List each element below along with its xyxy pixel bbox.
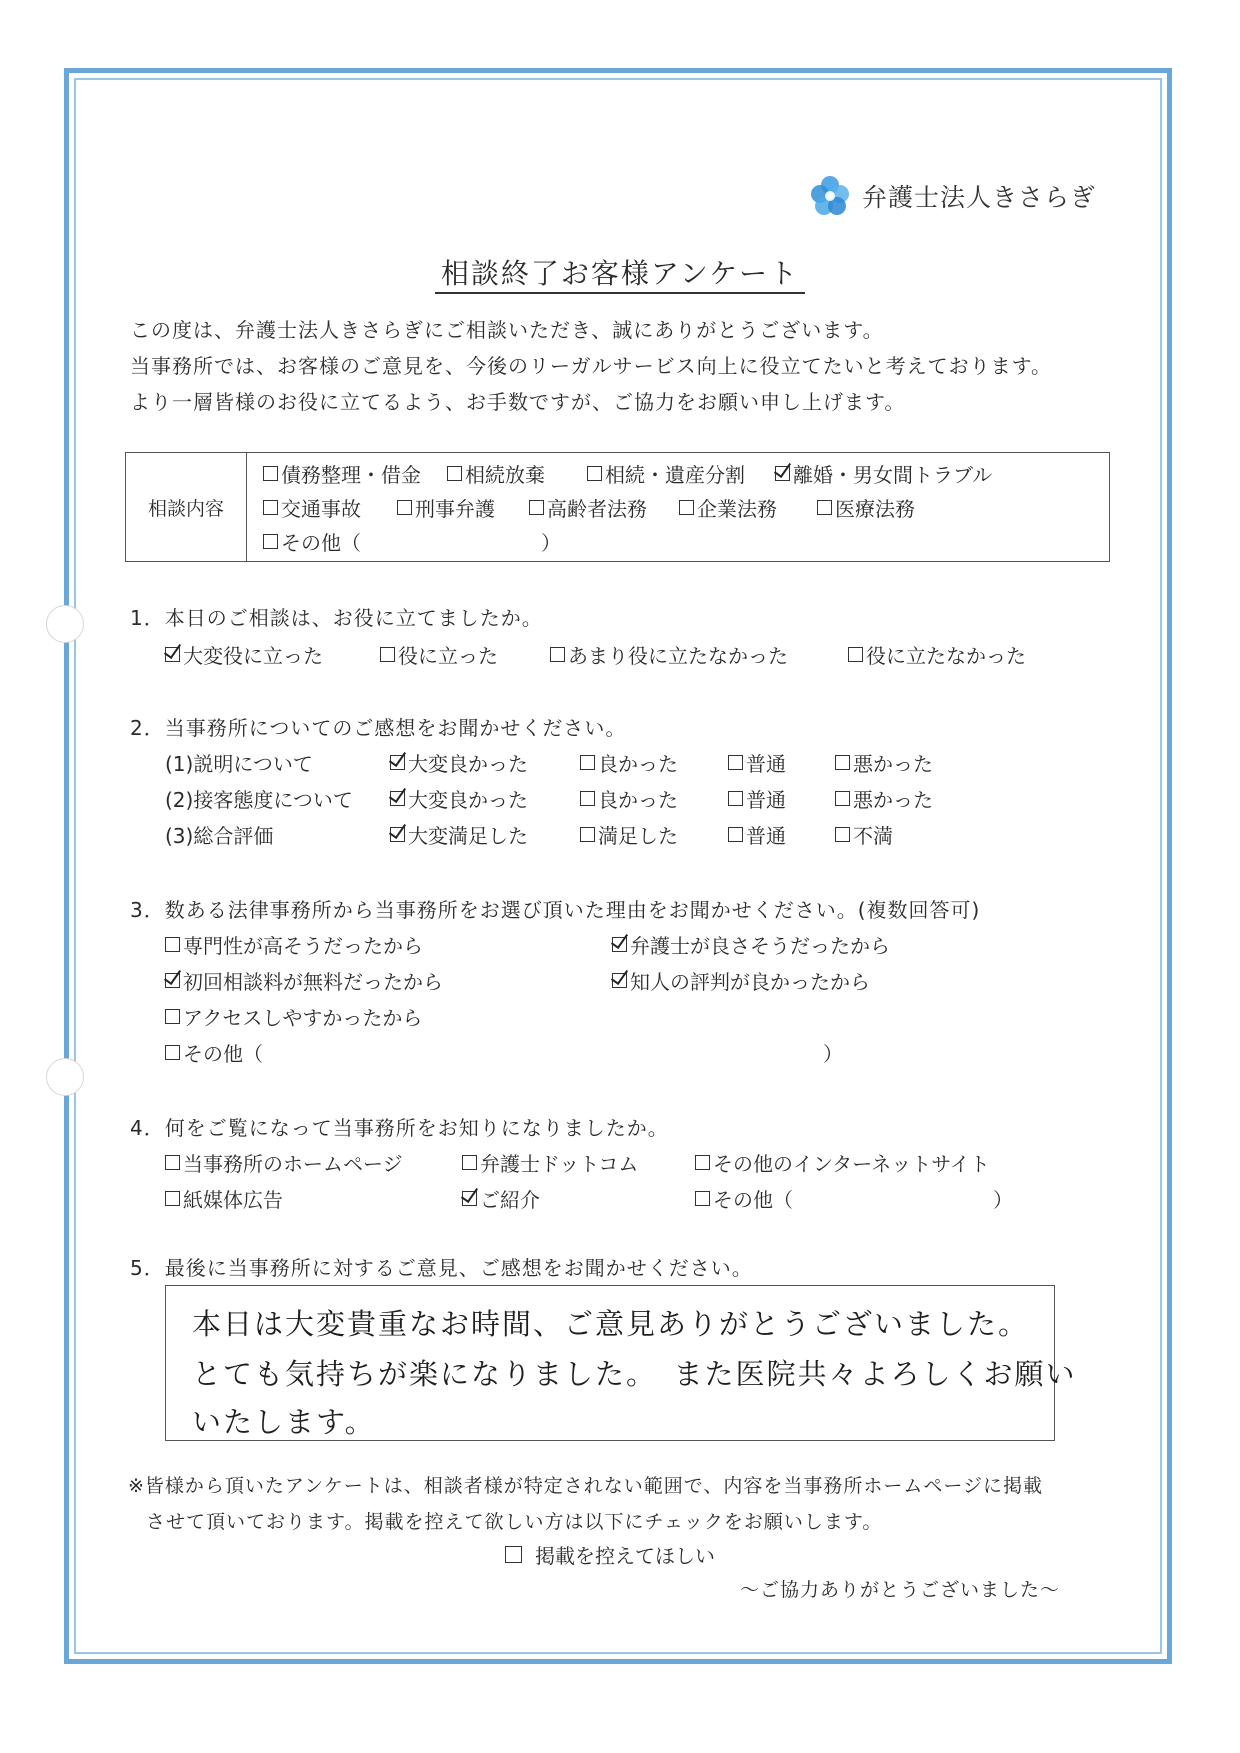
consult-option[interactable]: 刑事弁護 (397, 493, 495, 522)
q3-option[interactable]: 弁護士が良さそうだったから (612, 930, 890, 959)
consult-option[interactable]: 相続・遺産分割 (587, 459, 745, 488)
punch-hole-bottom (46, 1058, 84, 1096)
checkbox[interactable] (397, 500, 412, 515)
q2-option[interactable]: 良かった (580, 748, 678, 777)
consult-option[interactable]: 債務整理・借金 (263, 459, 421, 488)
q1-option[interactable]: 役に立った (380, 640, 498, 669)
q2-option[interactable]: 悪かった (835, 784, 933, 813)
q3-option[interactable]: 知人の評判が良かったから (612, 966, 870, 995)
checkbox[interactable] (728, 755, 743, 770)
q1-option[interactable]: 大変役に立った (165, 640, 323, 669)
checkbox[interactable] (390, 755, 405, 770)
q4-option[interactable]: ご紹介 (462, 1184, 540, 1213)
q2-option[interactable]: 大変良かった (390, 784, 528, 813)
q4-option[interactable]: その他（ ） (695, 1184, 1013, 1213)
checkbox[interactable] (263, 466, 278, 481)
q4-option[interactable]: 紙媒体広告 (165, 1184, 283, 1213)
checkbox[interactable] (775, 466, 790, 481)
checkbox[interactable] (835, 827, 850, 842)
consult-option[interactable]: 高齢者法務 (529, 493, 647, 522)
checkbox[interactable] (612, 973, 627, 988)
q2-row-label: (3)総合評価 (165, 824, 274, 848)
q2-option[interactable]: 大変良かった (390, 748, 528, 777)
consult-option[interactable]: 離婚・男女間トラブル (775, 459, 992, 488)
q2-option[interactable]: 普通 (728, 784, 786, 813)
q2-option[interactable]: 大変満足した (390, 820, 528, 849)
checkbox[interactable] (165, 647, 180, 662)
checkbox[interactable] (835, 791, 850, 806)
closing-message: ～ご協力ありがとうございました～ (740, 1579, 1061, 1601)
checkbox[interactable] (447, 466, 462, 481)
checkbox[interactable] (728, 791, 743, 806)
checkbox[interactable] (695, 1191, 710, 1206)
consult-option[interactable]: 相続放棄 (447, 459, 545, 488)
checkbox[interactable] (165, 937, 180, 952)
kisaragi-flower-icon (808, 174, 852, 218)
checkbox[interactable] (587, 466, 602, 481)
q2-option[interactable]: 満足した (580, 820, 678, 849)
question-2: 2．当事務所についてのご感想をお聞かせください。 (130, 716, 627, 740)
handwritten-answer-line: いたします。 (192, 1405, 376, 1439)
q1-option[interactable]: 役に立たなかった (848, 640, 1026, 669)
punch-hole-top (46, 605, 84, 643)
q2-option[interactable]: 悪かった (835, 748, 933, 777)
checkbox[interactable] (580, 755, 595, 770)
question-1: 1．本日のご相談は、お役に立てましたか。 (130, 606, 543, 630)
checkbox[interactable] (580, 791, 595, 806)
checkbox[interactable] (380, 647, 395, 662)
handwritten-answer-line: とても気持ちが楽になりました。 また医院共々よろしくお願い (192, 1357, 1077, 1391)
question-3: 3．数ある法律事務所から当事務所をお選び頂いた理由をお聞かせください。(複数回答可) (130, 898, 981, 922)
checkbox[interactable] (165, 973, 180, 988)
checkbox[interactable] (835, 755, 850, 770)
q3-option[interactable]: その他（ ） (165, 1038, 843, 1067)
publication-note: ※皆様から頂いたアンケートは、相談者様が特定されない範囲で、内容を当事務所ホームページに掲載 させて頂いております。掲載を控えて欲しい方は以下にチェックをお願いします。 (128, 1475, 1044, 1533)
checkbox[interactable] (695, 1155, 710, 1170)
consult-option[interactable]: 企業法務 (679, 493, 777, 522)
q2-option[interactable]: 良かった (580, 784, 678, 813)
page-title: 相談終了お客様アンケート (0, 252, 1240, 292)
checkbox[interactable] (165, 1009, 180, 1024)
q2-row-label: (1)説明について (165, 752, 313, 776)
q3-option[interactable]: アクセスしやすかったから (165, 1002, 422, 1031)
checkbox[interactable] (263, 534, 278, 549)
checkbox[interactable] (505, 1546, 522, 1563)
q2-option[interactable]: 不満 (835, 820, 893, 849)
checkbox[interactable] (390, 827, 405, 842)
q2-option[interactable]: 普通 (728, 748, 786, 777)
checkbox[interactable] (263, 500, 278, 515)
handwritten-answer-line: 本日は大変貴重なお時間、ご意見ありがとうございました。 (192, 1307, 1030, 1341)
q4-option[interactable]: その他のインターネットサイト (695, 1148, 990, 1177)
consult-type-box (125, 452, 1110, 562)
consult-option[interactable]: その他（ ） (263, 527, 561, 556)
optout-option[interactable]: 掲載を控えてほしい (505, 1540, 715, 1569)
logo (808, 174, 1096, 218)
checkbox[interactable] (165, 1045, 180, 1060)
q2-option[interactable]: 普通 (728, 820, 786, 849)
checkbox[interactable] (728, 827, 743, 842)
consult-type-label: 相談内容 (126, 453, 247, 561)
consult-option[interactable]: 交通事故 (263, 493, 361, 522)
consult-option[interactable]: 医療法務 (817, 493, 915, 522)
checkbox[interactable] (848, 647, 863, 662)
checkbox[interactable] (550, 647, 565, 662)
q4-option[interactable]: 弁護士ドットコム (462, 1148, 638, 1177)
checkbox[interactable] (165, 1155, 180, 1170)
checkbox[interactable] (462, 1155, 477, 1170)
logo-name: 弁護士法人きさらぎ (862, 183, 1097, 212)
q3-option[interactable]: 専門性が高そうだったから (165, 930, 423, 959)
q2-row-label: (2)接客態度について (165, 788, 353, 812)
question-4: 4．何をご覧になって当事務所をお知りになりましたか。 (130, 1116, 669, 1140)
checkbox[interactable] (679, 500, 694, 515)
checkbox[interactable] (817, 500, 832, 515)
checkbox[interactable] (390, 791, 405, 806)
question-5: 5．最後に当事務所に対するご意見、ご感想をお聞かせください。 (130, 1256, 753, 1280)
intro-text: この度は、弁護士法人きさらぎにご相談いただき、誠にありがとうございます。 当事務所では、お客様のご意見を、今後のリーガルサービス向上に役立てたいと考えております。 より一層皆様のお役に立てるよう、お手数ですが、ご協力をお願い申し上げます。 (130, 318, 1052, 414)
checkbox[interactable] (462, 1191, 477, 1206)
q1-option[interactable]: あまり役に立たなかった (550, 640, 788, 669)
checkbox[interactable] (612, 937, 627, 952)
checkbox[interactable] (165, 1191, 180, 1206)
q3-option[interactable]: 初回相談料が無料だったから (165, 966, 443, 995)
q4-option[interactable]: 当事務所のホームページ (165, 1148, 403, 1177)
consult-type-options (247, 453, 1109, 561)
checkbox[interactable] (580, 827, 595, 842)
checkbox[interactable] (529, 500, 544, 515)
